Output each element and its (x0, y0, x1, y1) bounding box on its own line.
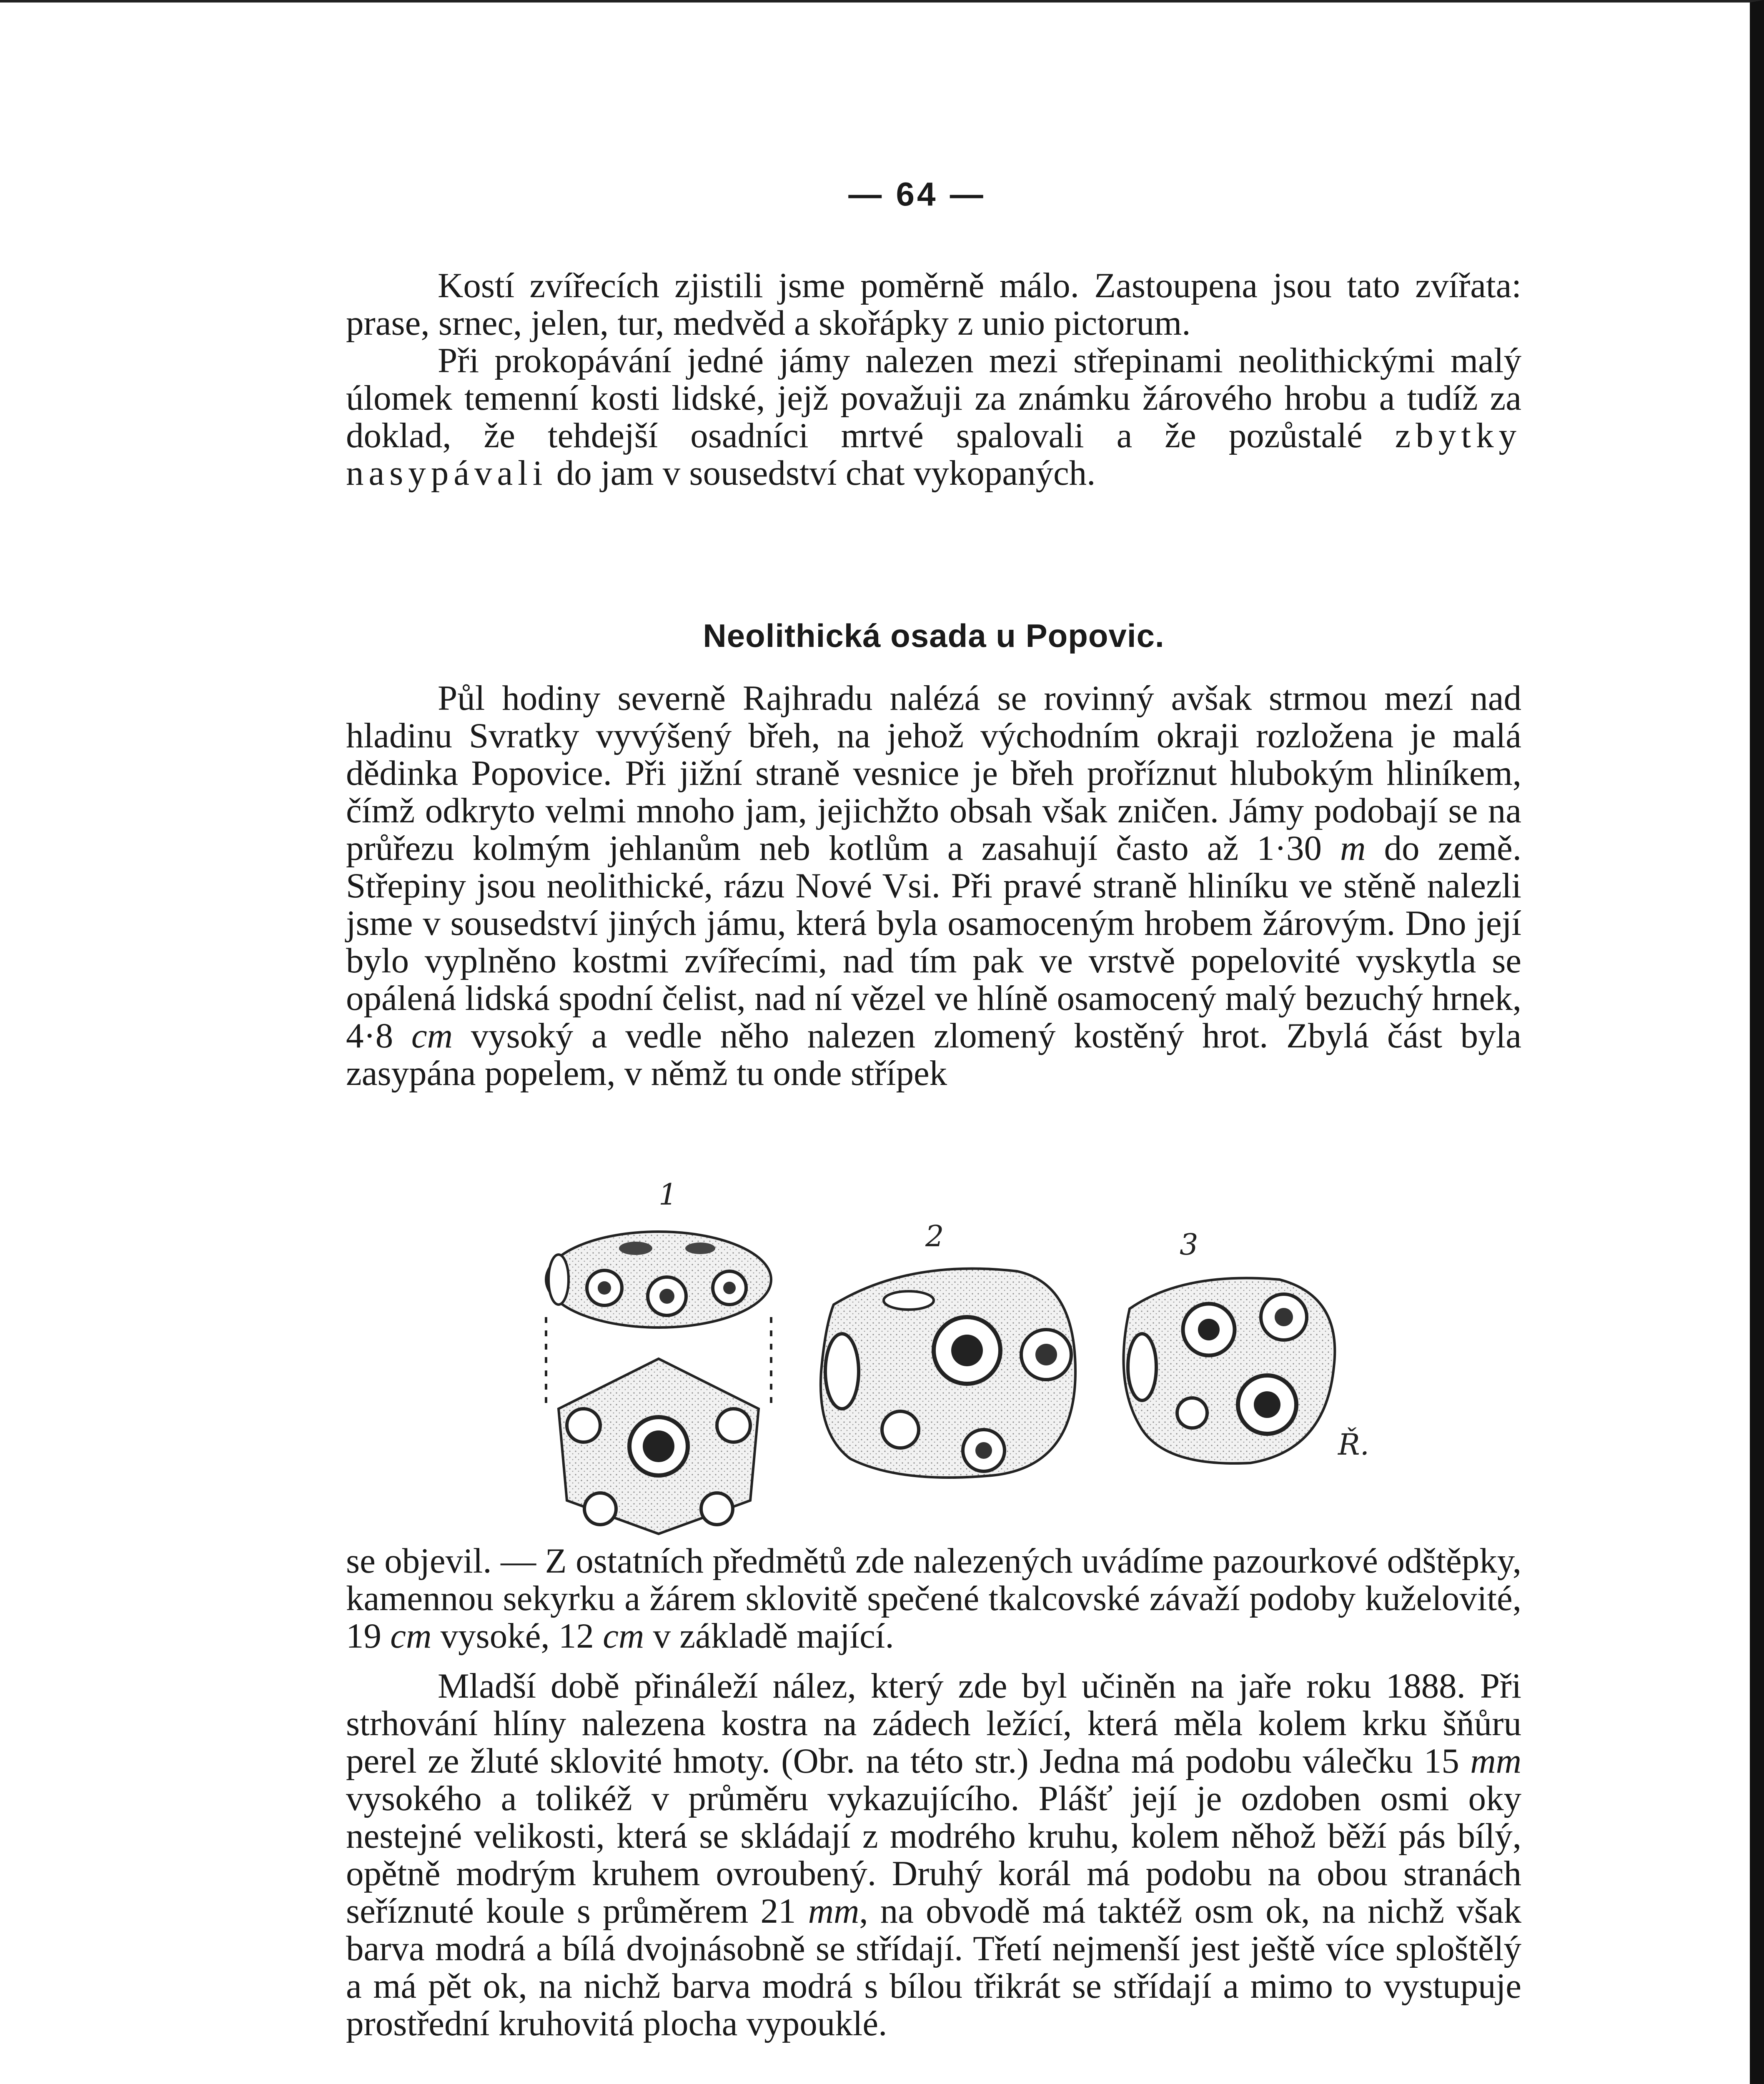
text-run: do země. Střepiny jsou neolithické, rázu Nové Vsi. Při pravé straně hliníku ve stěně nalezli jsme v sousedství jiných jámu, která byla osamoceným hrobem žárovým. Dno její bylo vyplněno kostmi zvířecími, nad tím pak ve vrstvě popelovité vyskytla se opálená lidská spodní čelist, nad ní vězel ve hlíně osamocený malý bezuchý hrnek, 4·8 (346, 829, 1522, 1055)
beads-figure (534, 1175, 1484, 1542)
paragraph-burial-text-2: do jam v sousedství chat vykopaných. (547, 453, 1096, 493)
paragraph-other-finds (346, 1542, 1521, 1655)
unit-cm: cm (603, 1616, 644, 1656)
paragraph-burial-find (346, 342, 1521, 492)
figure-label-1: 1 (659, 1177, 677, 1212)
paragraph-popovice (346, 679, 1521, 1092)
figure-label-2: 2 (925, 1219, 944, 1253)
text-run: se objevil. — Z ostatních předmětů zde nalezených uvádíme pazourkové odštěpky, kamennou sekyrku a žárem sklovitě spečené tkalcovské závaží podoby kuželovité, 19 (346, 1541, 1521, 1656)
paragraph-animal-bones: Kostí zvířecích zjistili jsme poměrně málo. Zastoupena jsou tato zvířata: prase, srnec, jelen, tur, medvěd a skořápky z unio pictorum. (346, 266, 1521, 343)
paragraph-burial-text-1: Při prokopávání jedné jámy nalezen mezi střepinami neolithickými malý úlomek temenní kosti lidské, jejž považuji za známku žárového hrobu a tudíž za doklad, že tehdejší osadníci mrtvé spalovali a že pozůstalé (346, 341, 1521, 455)
text-run: Mladší době přináleží nález, který zde byl učiněn na jaře roku 1888. Při strhování hlíny nalezena kostra na zádech ležící, která měla kolem krku šňůru perel ze žluté sklovité hmoty. (Obr. na této str.) Jedna má podobu válečku 15 (346, 1666, 1521, 1781)
unit-cm: cm (411, 1016, 453, 1055)
text-block-middle (346, 679, 1521, 1092)
unit-mm: mm (808, 1891, 859, 1931)
text-run: vysoký a vedle něho nalezen zlomený kostěný hrot. Zbylá část byla zasypána popelem, v němž tu onde střípek (346, 1016, 1521, 1093)
figure-label-3: 3 (1180, 1227, 1198, 1262)
unit-cm: cm (390, 1616, 432, 1656)
text-run: v základě mající. (644, 1616, 894, 1656)
text-run: Půl hodiny severně Rajhradu nalézá se rovinný avšak strmou mezí nad hladinu Svratky vyvýšený břeh, na jehož východním okraji rozložena je malá dědinka Popovice. Při jižní straně vesnice je břeh proříznut hlubokým hliníkem, čímž odkryto velmi mnoho jam, jejichžto obsah však zničen. Jámy podobají se na průřezu kolmým jehlanům neb kotlům a zasahují často až 1·30 (346, 679, 1521, 868)
bead-3 (1123, 1278, 1369, 1463)
unit-mm: mm (1470, 1741, 1521, 1781)
spaced-emphasis: zbytky nasypávali (346, 416, 1521, 493)
unit-m: m (1340, 829, 1366, 868)
bead-2 (821, 1269, 1075, 1478)
section-heading: Neolithická osada u Popovic. (703, 617, 1165, 654)
beads-illustration (534, 1175, 1484, 1542)
bead-1 (546, 1232, 771, 1534)
text-run: vysokého a tolikéž v průměru vykazujícího. Plášť její je ozdoben osmi oky nestejné velikosti, která se skládají z modrého kruhu, kolem něhož běží pás bílý, opětně modrým kruhem ovroubený. Druhý korál má podobu na obou stranách seříznuté koule s průměrem 21 (346, 1779, 1521, 1931)
text-block-top (346, 267, 1521, 492)
artist-signature: Ř. (1338, 1428, 1369, 1462)
text-run: , na obvodě má taktéž osm ok, na nichž však barva modrá a bílá dvojnásobně se střídají. Třetí nejmenší jest ještě více sploštělý a má pět ok, na nichž barva modrá s bílou třikrát se střídají a mimo to vystupuje prostřední kruhovitá plocha vypouklé. (346, 1891, 1521, 2043)
page-number: — 64 — (848, 175, 986, 213)
text-block-after-figure (346, 1542, 1521, 2042)
paragraph-beads (346, 1667, 1521, 2042)
text-run: vysoké, 12 (431, 1616, 603, 1656)
